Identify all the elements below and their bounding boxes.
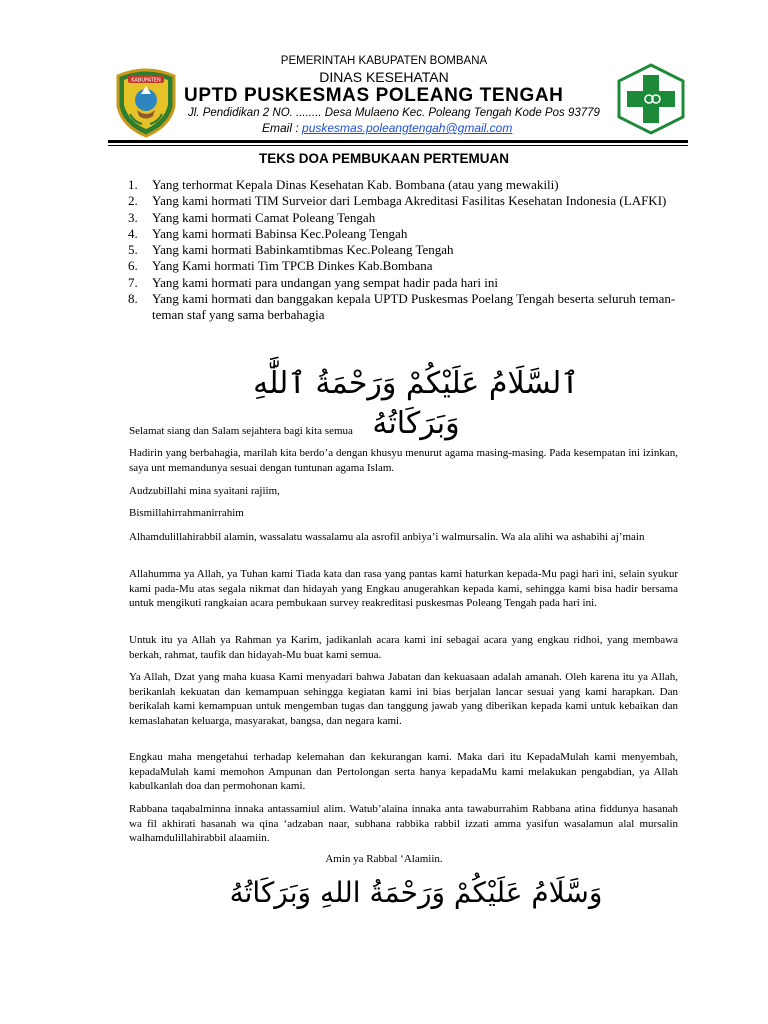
- paragraph: Selamat siang dan Salam sejahtera bagi kita semua: [129, 425, 353, 437]
- document-title: TEKS DOA PEMBUKAAN PERTEMUAN: [258, 151, 509, 166]
- paragraph: Engkau maha mengetahui terhadap kelemahan dan kekurangan kami. Maka dari itu KepadaMulah kami menyembah, kepadaMulah kami memohon Ampunan dan Pertolongan serta hanya kepadaMu kami melakukan pengabdian, ya Allah kabulkanlah doa dan permohonan kami.: [129, 751, 678, 793]
- regency-emblem-icon: [112, 66, 180, 138]
- paragraph: Hadirin yang berbahagia, marilah kita berdo’a dengan khusyu menurut agama masing-masing. Pada kesempatan ini izinkan, saya unt memandunya sesuai dengan tuntunan agama Islam.: [129, 447, 678, 474]
- paragraph: Untuk itu ya Allah ya Rahman ya Karim, jadikanlah acara kami ini sebagai acara yang engkau ridhoi, yang membawa berkah, rahmat, taufik dan hidayah-Mu buat kami semua.: [129, 634, 678, 661]
- list-item: 4. Yang kami hormati Babinsa Kec.Poleang Tengah: [128, 225, 408, 241]
- list-item: 1. Yang terhormat Kepala Dinas Kesehatan Kab. Bombana (atau yang mewakili): [128, 177, 559, 192]
- list-item: 5. Yang kami hormati Babinkamtibmas Kec.Poleang Tengah: [128, 242, 454, 258]
- emblem-text: KABUPATEN: [131, 77, 161, 84]
- list-item: 2. Yang kami hormati TIM Surveior dari Lembaga Akreditasi Fasilitas Kesehatan Indonesia (LAFKI): [128, 193, 667, 209]
- paragraph: Rabbana taqabalminna innaka antassamiul alim. Watub’alaina innaka anta tawaburrahim Rabbana atina fiddunya hasanah wa fil akhirati hasanah wa qina ‘adzaban naar, subhana rabbika rabbil izzati amma yasifun wasalamun alal mursalin walhamdulillahirabbil alaamiin.: [129, 803, 678, 845]
- list-item: 7. Yang kami hormati para undangan yang sempat hadir pada hari ini: [128, 274, 498, 290]
- email-link[interactable]: puskesmas.poleangtengah@gmail.com: [302, 121, 513, 135]
- department-name: DINAS KESEHATAN: [319, 69, 449, 85]
- email-label: Email :: [262, 121, 299, 135]
- paragraph: Audzubillahi mina syaitani rajiim,: [129, 485, 280, 497]
- paragraph: Bismillahirrahmanirrahim: [129, 507, 244, 519]
- list-item: 3. Yang kami hormati Camat Poleang Tengah: [128, 209, 376, 225]
- paragraph: Alhamdulillahirabbil alamin, wassalatu wassalamu ala asrofil anbiya’i walmursalin. Wa ala alihi wa ashabihi aj’main: [129, 531, 645, 543]
- header-rule-thick: [108, 140, 688, 143]
- arabic-opening-text: ٱلسَّلَامُ عَلَيْكُمْ وَرَحْمَةُ ٱللَّٰهِ وَبَرَكَاتُهُ: [253, 366, 579, 441]
- closing-line: Amin ya Rabbal ‘Alamiin.: [325, 853, 443, 865]
- list-item: 8. Yang kami hormati dan banggakan kepala UPTD Puskesmas Poelang Tengah beserta seluruh teman-teman staf yang sama berbahagia: [128, 291, 676, 323]
- address-line: Jl. Pendidikan 2 NO. ........ Desa Mulaeno Kec. Poleang Tengah Kode Pos 93779: [188, 107, 600, 119]
- institution-name: UPTD PUSKESMAS POLEANG TENGAH: [184, 85, 564, 106]
- paragraph: Ya Allah, Dzat yang maha kuasa Kami menyadari bahwa Jabatan dan kekuasaan adalah amanah. Oleh karena itu ya Allah, berikanlah kekuatan dan kemampuan sehingga kegiatan kami ini bias berjalan lancar sesuai yang kami harapkan. Dan berikalah kami kemampuan untuk mengemban tugas dan tanggung jawab yang diberikan kepada kami untuk kebaikan dan kemaslahatan keluarga, masyarakat, bangsa, dan negara kami.: [129, 671, 678, 727]
- arabic-closing-text: وَسَّلَامُ عَلَيْكُمْ وَرَحْمَةُ اللهِ وَبَرَكَاتُهُ: [229, 876, 603, 909]
- greeting-list: [128, 177, 698, 324]
- government-name: PEMERINTAH KABUPATEN BOMBANA: [280, 55, 488, 67]
- email-line: [262, 121, 512, 135]
- list-item: 6. Yang Kami hormati Tim TPCB Dinkes Kab.Bombana: [128, 258, 433, 274]
- puskesmas-logo-icon: [616, 63, 686, 135]
- header-rule-thin: [108, 145, 688, 146]
- paragraph: Allahumma ya Allah, ya Tuhan kami Tiada kata dan rasa yang pantas kami haturkan kepada-Mu pagi hari ini, selain syukur kami pada-Mu atas segala nikmat dan hidayah yang Engkau anugerahkan kepada kami, sehingga kami bisa hadir bersama untuk mengikuti rangkaian acara pembukaan survey reakreditasi puskesmas Poleang Tengah pada hari ini.: [129, 568, 678, 610]
